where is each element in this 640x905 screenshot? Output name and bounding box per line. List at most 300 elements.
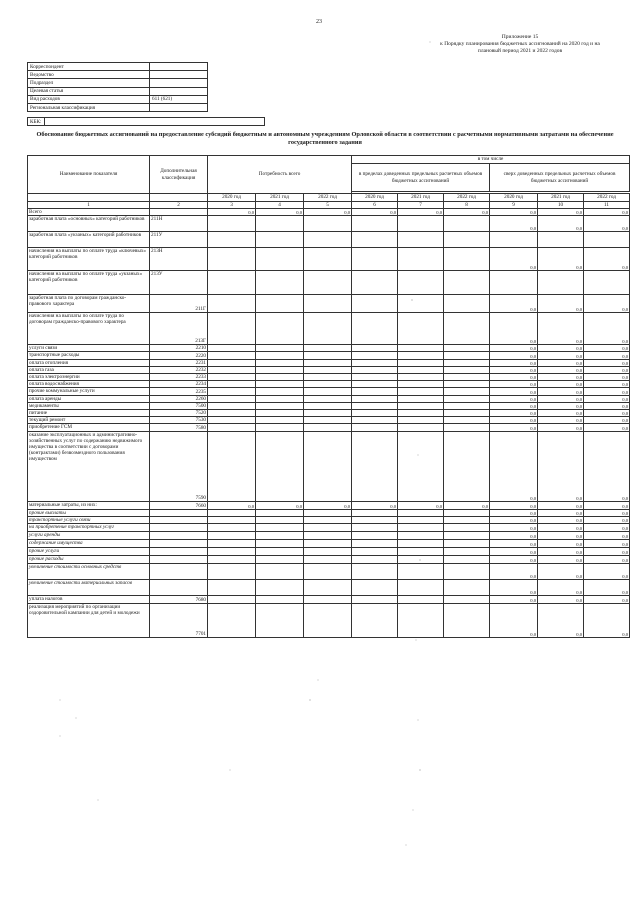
meta-row xyxy=(28,103,208,111)
row-value xyxy=(398,604,444,638)
row-value: 0,0 xyxy=(352,501,398,509)
row-value: 0,0 xyxy=(490,417,538,424)
years-blank-name xyxy=(28,194,150,202)
row-value xyxy=(352,402,398,409)
row-value: 0,0 xyxy=(538,564,584,580)
row-value xyxy=(398,359,444,366)
row-value: 0,0 xyxy=(538,248,584,271)
row-value xyxy=(352,596,398,604)
row-value xyxy=(398,548,444,556)
table-row xyxy=(28,313,630,345)
column-index: 2 xyxy=(150,202,208,209)
table-row xyxy=(28,431,630,501)
row-name: приобретение ГСМ xyxy=(28,424,150,431)
row-value: 0,0 xyxy=(584,532,630,540)
row-code xyxy=(150,509,208,516)
row-value xyxy=(304,232,352,248)
row-name: оказание эксплуатационных и административно-хозяйственных услуг по содержанию недвижимого имущества в соответствии с договорами (контрактами) безвозмездного пользования имуществом xyxy=(28,431,150,501)
row-name: прочие коммунальные услуги xyxy=(28,388,150,395)
row-value: 0,0 xyxy=(584,596,630,604)
row-value: 0,0 xyxy=(538,596,584,604)
row-value xyxy=(208,540,256,548)
row-value: 0,0 xyxy=(538,424,584,431)
meta-row xyxy=(28,79,208,87)
row-value: 0,0 xyxy=(584,580,630,596)
row-code: 2220 xyxy=(150,352,208,359)
table-row xyxy=(28,516,630,523)
table-row xyxy=(28,209,630,216)
row-value xyxy=(398,352,444,359)
row-value xyxy=(208,374,256,381)
row-value xyxy=(208,402,256,409)
row-value xyxy=(584,271,630,295)
year-header: 2022 год xyxy=(304,194,352,202)
row-value: 0,0 xyxy=(584,295,630,313)
row-value: 0,0 xyxy=(538,295,584,313)
row-value xyxy=(256,564,304,580)
row-code: 2231 xyxy=(150,359,208,366)
row-value: 0,0 xyxy=(208,501,256,509)
row-value xyxy=(444,580,490,596)
column-index: 1 xyxy=(28,202,150,209)
row-value xyxy=(208,596,256,604)
row-name: заработная плата по договорам гражданско-правового характера xyxy=(28,295,150,313)
column-index: 4 xyxy=(256,202,304,209)
row-value xyxy=(208,216,256,232)
table-row xyxy=(28,548,630,556)
row-code xyxy=(150,209,208,216)
row-value: 0,0 xyxy=(490,424,538,431)
row-value xyxy=(352,532,398,540)
row-value xyxy=(304,395,352,402)
row-value: 0,0 xyxy=(584,424,630,431)
row-code: 213Н xyxy=(150,248,208,271)
row-value: 0,0 xyxy=(584,395,630,402)
kbk-label: КБК: xyxy=(28,118,45,126)
row-value xyxy=(256,540,304,548)
row-value xyxy=(304,359,352,366)
row-value: 0,0 xyxy=(490,402,538,409)
row-value xyxy=(398,295,444,313)
row-value: 0,0 xyxy=(538,388,584,395)
row-value: 0,0 xyxy=(490,548,538,556)
row-value xyxy=(208,352,256,359)
row-value: 0,0 xyxy=(538,532,584,540)
row-value: 0,0 xyxy=(490,381,538,388)
row-value xyxy=(208,604,256,638)
row-value xyxy=(304,580,352,596)
row-value xyxy=(398,216,444,232)
row-value xyxy=(304,366,352,373)
row-value xyxy=(208,313,256,345)
row-value xyxy=(304,271,352,295)
row-value xyxy=(208,580,256,596)
column-index: 6 xyxy=(352,202,398,209)
column-index: 5 xyxy=(304,202,352,209)
row-name: услуги аренды xyxy=(28,532,150,540)
kbk-box xyxy=(27,117,265,126)
row-value: 0,0 xyxy=(208,209,256,216)
table-row xyxy=(28,271,630,295)
table-row xyxy=(28,524,630,532)
row-value: 0,0 xyxy=(490,501,538,509)
meta-value xyxy=(150,79,208,87)
table-row xyxy=(28,424,630,431)
table-row xyxy=(28,540,630,548)
row-value xyxy=(352,556,398,564)
row-value: 0,0 xyxy=(584,524,630,532)
row-value xyxy=(208,345,256,352)
row-value xyxy=(398,509,444,516)
row-value xyxy=(208,366,256,373)
row-value: 0,0 xyxy=(538,524,584,532)
row-value xyxy=(398,580,444,596)
row-name: услуги связи xyxy=(28,345,150,352)
table-row xyxy=(28,374,630,381)
row-value xyxy=(398,248,444,271)
row-value xyxy=(304,424,352,431)
table-row xyxy=(28,402,630,409)
row-value xyxy=(444,271,490,295)
row-value xyxy=(304,313,352,345)
row-value xyxy=(256,359,304,366)
year-header: 2021 год xyxy=(256,194,304,202)
row-value xyxy=(208,431,256,501)
table-row xyxy=(28,532,630,540)
row-value xyxy=(398,540,444,548)
meta-row xyxy=(28,63,208,71)
year-header: 2020 год xyxy=(490,194,538,202)
row-value xyxy=(208,516,256,523)
row-code xyxy=(150,556,208,564)
row-value xyxy=(352,232,398,248)
row-value xyxy=(304,410,352,417)
row-value xyxy=(352,604,398,638)
row-value: 0,0 xyxy=(584,209,630,216)
row-value xyxy=(304,564,352,580)
row-code: 2234 xyxy=(150,381,208,388)
row-value: 0,0 xyxy=(490,395,538,402)
row-value: 0,0 xyxy=(538,509,584,516)
meta-value xyxy=(150,103,208,111)
row-value: 0,0 xyxy=(584,374,630,381)
row-value xyxy=(256,548,304,556)
row-name: прочие расходы xyxy=(28,556,150,564)
row-value xyxy=(208,524,256,532)
meta-value xyxy=(150,63,208,71)
row-value xyxy=(490,271,538,295)
row-name: транспортные расходы xyxy=(28,352,150,359)
row-value: 0,0 xyxy=(584,345,630,352)
row-value xyxy=(256,431,304,501)
row-value: 0,0 xyxy=(538,352,584,359)
row-value xyxy=(352,345,398,352)
row-name: Всего xyxy=(28,209,150,216)
row-value xyxy=(256,271,304,295)
meta-label: Корреспондент xyxy=(28,63,150,71)
row-value: 0,0 xyxy=(304,501,352,509)
table-row xyxy=(28,359,630,366)
row-value xyxy=(208,381,256,388)
row-value: 0,0 xyxy=(538,313,584,345)
row-value: 0,0 xyxy=(490,509,538,516)
row-value: 0,0 xyxy=(490,431,538,501)
row-value: 0,0 xyxy=(584,516,630,523)
row-value xyxy=(304,548,352,556)
row-value xyxy=(398,402,444,409)
column-index: 11 xyxy=(584,202,630,209)
row-value xyxy=(256,388,304,395)
row-value xyxy=(444,352,490,359)
row-value xyxy=(444,556,490,564)
row-code: 2235 xyxy=(150,388,208,395)
row-value xyxy=(398,381,444,388)
row-value: 0,0 xyxy=(584,431,630,501)
row-code: 7660 xyxy=(150,501,208,509)
row-value: 0,0 xyxy=(538,580,584,596)
row-value xyxy=(304,216,352,232)
row-name: прочие услуги xyxy=(28,548,150,556)
row-value xyxy=(208,395,256,402)
row-value xyxy=(256,395,304,402)
row-value xyxy=(256,345,304,352)
table-row xyxy=(28,509,630,516)
row-code: 2260 xyxy=(150,395,208,402)
row-name: питание xyxy=(28,410,150,417)
row-value: 0,0 xyxy=(584,564,630,580)
meta-value xyxy=(150,71,208,79)
row-name: оплата отопления xyxy=(28,359,150,366)
row-value xyxy=(304,352,352,359)
row-value: 0,0 xyxy=(584,548,630,556)
meta-label: Вид расходов xyxy=(28,95,150,103)
row-value xyxy=(538,271,584,295)
row-value: 0,0 xyxy=(490,540,538,548)
row-code: 7701 xyxy=(150,604,208,638)
row-value xyxy=(398,395,444,402)
row-value xyxy=(352,410,398,417)
row-value xyxy=(304,402,352,409)
table-row xyxy=(28,564,630,580)
row-code xyxy=(150,516,208,523)
row-value: 0,0 xyxy=(490,596,538,604)
row-value: 0,0 xyxy=(538,501,584,509)
row-value: 0,0 xyxy=(352,209,398,216)
row-value: 0,0 xyxy=(538,381,584,388)
row-value xyxy=(352,509,398,516)
row-code xyxy=(150,564,208,580)
column-index: 8 xyxy=(444,202,490,209)
table-row xyxy=(28,216,630,232)
row-code xyxy=(150,540,208,548)
row-value: 0,0 xyxy=(538,548,584,556)
row-value: 0,0 xyxy=(490,410,538,417)
row-value xyxy=(352,540,398,548)
appendix-line-2: к Порядку планирования бюджетных ассигнований на 2020 год и на xyxy=(440,41,600,47)
row-value xyxy=(208,388,256,395)
meta-row xyxy=(28,71,208,79)
row-value xyxy=(398,564,444,580)
row-value xyxy=(444,232,490,248)
meta-label: Целевая статья xyxy=(28,87,150,95)
row-value xyxy=(256,424,304,431)
row-value xyxy=(398,524,444,532)
row-value xyxy=(398,596,444,604)
row-value xyxy=(304,248,352,271)
row-value xyxy=(444,524,490,532)
row-code: 211Г xyxy=(150,295,208,313)
row-value xyxy=(208,532,256,540)
row-value: 0,0 xyxy=(256,501,304,509)
row-value xyxy=(256,232,304,248)
row-value: 0,0 xyxy=(538,359,584,366)
row-value xyxy=(538,232,584,248)
row-value: 0,0 xyxy=(584,604,630,638)
row-value: 0,0 xyxy=(444,501,490,509)
row-code: 7680 xyxy=(150,596,208,604)
column-index: 3 xyxy=(208,202,256,209)
row-value xyxy=(256,532,304,540)
row-value xyxy=(352,381,398,388)
row-value xyxy=(208,424,256,431)
row-value xyxy=(444,216,490,232)
row-value: 0,0 xyxy=(304,209,352,216)
row-value xyxy=(304,516,352,523)
row-code: 213Г xyxy=(150,313,208,345)
row-value xyxy=(444,366,490,373)
year-header: 2020 год xyxy=(352,194,398,202)
row-value: 0,0 xyxy=(538,366,584,373)
appendix-line-1: Приложение 15 xyxy=(501,34,539,40)
row-value xyxy=(256,248,304,271)
row-value xyxy=(352,271,398,295)
row-value xyxy=(352,395,398,402)
row-name: заработная плата «укзаных» категорий работников xyxy=(28,232,150,248)
row-name: оплата водоснабжения xyxy=(28,381,150,388)
table-row xyxy=(28,248,630,271)
row-value xyxy=(304,381,352,388)
row-value xyxy=(352,359,398,366)
header-above-limits: сверх доведенных предельных расчетных объемов бюджетных ассигнований xyxy=(490,164,630,192)
row-value: 0,0 xyxy=(584,402,630,409)
row-value: 0,0 xyxy=(490,524,538,532)
row-value xyxy=(398,374,444,381)
row-value xyxy=(304,604,352,638)
row-value xyxy=(304,556,352,564)
row-value: 0,0 xyxy=(538,395,584,402)
row-value: 0,0 xyxy=(490,366,538,373)
row-value xyxy=(304,509,352,516)
row-value xyxy=(444,548,490,556)
row-value xyxy=(208,564,256,580)
row-value xyxy=(256,596,304,604)
row-value xyxy=(398,431,444,501)
year-header: 2020 год xyxy=(208,194,256,202)
row-value xyxy=(398,532,444,540)
row-value xyxy=(398,410,444,417)
row-value xyxy=(256,417,304,424)
header-extra-class: Дополнительная классификация xyxy=(150,156,208,194)
row-value xyxy=(444,248,490,271)
row-value xyxy=(444,410,490,417)
table-row xyxy=(28,366,630,373)
row-value xyxy=(352,388,398,395)
table-body xyxy=(28,209,630,638)
row-value xyxy=(444,431,490,501)
row-value xyxy=(444,417,490,424)
row-name: увеличение стоимости материальных запасов xyxy=(28,580,150,596)
row-name: материальные затраты, из них: xyxy=(28,501,150,509)
row-value xyxy=(444,295,490,313)
row-name: реализация мероприятий по организации оздоровительной кампании для детей и молодежи xyxy=(28,604,150,638)
row-value: 0,0 xyxy=(584,313,630,345)
row-value: 0,0 xyxy=(490,352,538,359)
row-value xyxy=(304,532,352,540)
row-value: 0,0 xyxy=(490,359,538,366)
row-value: 0,0 xyxy=(538,410,584,417)
table-row xyxy=(28,352,630,359)
row-value xyxy=(444,381,490,388)
row-value xyxy=(444,424,490,431)
row-value: 0,0 xyxy=(538,431,584,501)
table-row xyxy=(28,410,630,417)
row-code: 7590 xyxy=(150,431,208,501)
row-value xyxy=(352,366,398,373)
row-code: 2210 xyxy=(150,345,208,352)
row-value xyxy=(444,388,490,395)
row-value: 0,0 xyxy=(490,313,538,345)
row-value xyxy=(444,402,490,409)
row-value xyxy=(304,417,352,424)
row-code: 7520 xyxy=(150,410,208,417)
row-value: 0,0 xyxy=(584,509,630,516)
row-code: 2233 xyxy=(150,374,208,381)
row-value xyxy=(398,313,444,345)
table-row xyxy=(28,556,630,564)
table-row xyxy=(28,345,630,352)
years-blank-code xyxy=(150,194,208,202)
row-value: 0,0 xyxy=(538,540,584,548)
meta-value xyxy=(150,87,208,95)
row-value xyxy=(444,374,490,381)
row-value xyxy=(256,509,304,516)
row-code: 7580 xyxy=(150,424,208,431)
row-value: 0,0 xyxy=(538,374,584,381)
row-value xyxy=(304,374,352,381)
row-value: 0,0 xyxy=(538,209,584,216)
row-value xyxy=(256,366,304,373)
row-value xyxy=(444,509,490,516)
year-header: 2022 год xyxy=(584,194,630,202)
row-value xyxy=(352,216,398,232)
row-value: 0,0 xyxy=(490,216,538,232)
row-name: начисления на выплаты по оплате труда по договорам гражданско-правового характера xyxy=(28,313,150,345)
meta-row xyxy=(28,95,208,103)
row-value: 0,0 xyxy=(444,209,490,216)
row-value xyxy=(208,232,256,248)
row-value xyxy=(398,271,444,295)
row-value xyxy=(208,295,256,313)
row-value xyxy=(352,580,398,596)
row-value: 0,0 xyxy=(256,209,304,216)
column-index: 10 xyxy=(538,202,584,209)
row-code xyxy=(150,532,208,540)
row-value xyxy=(352,516,398,523)
row-value xyxy=(256,374,304,381)
row-value: 0,0 xyxy=(584,366,630,373)
column-index: 9 xyxy=(490,202,538,209)
row-value xyxy=(256,604,304,638)
